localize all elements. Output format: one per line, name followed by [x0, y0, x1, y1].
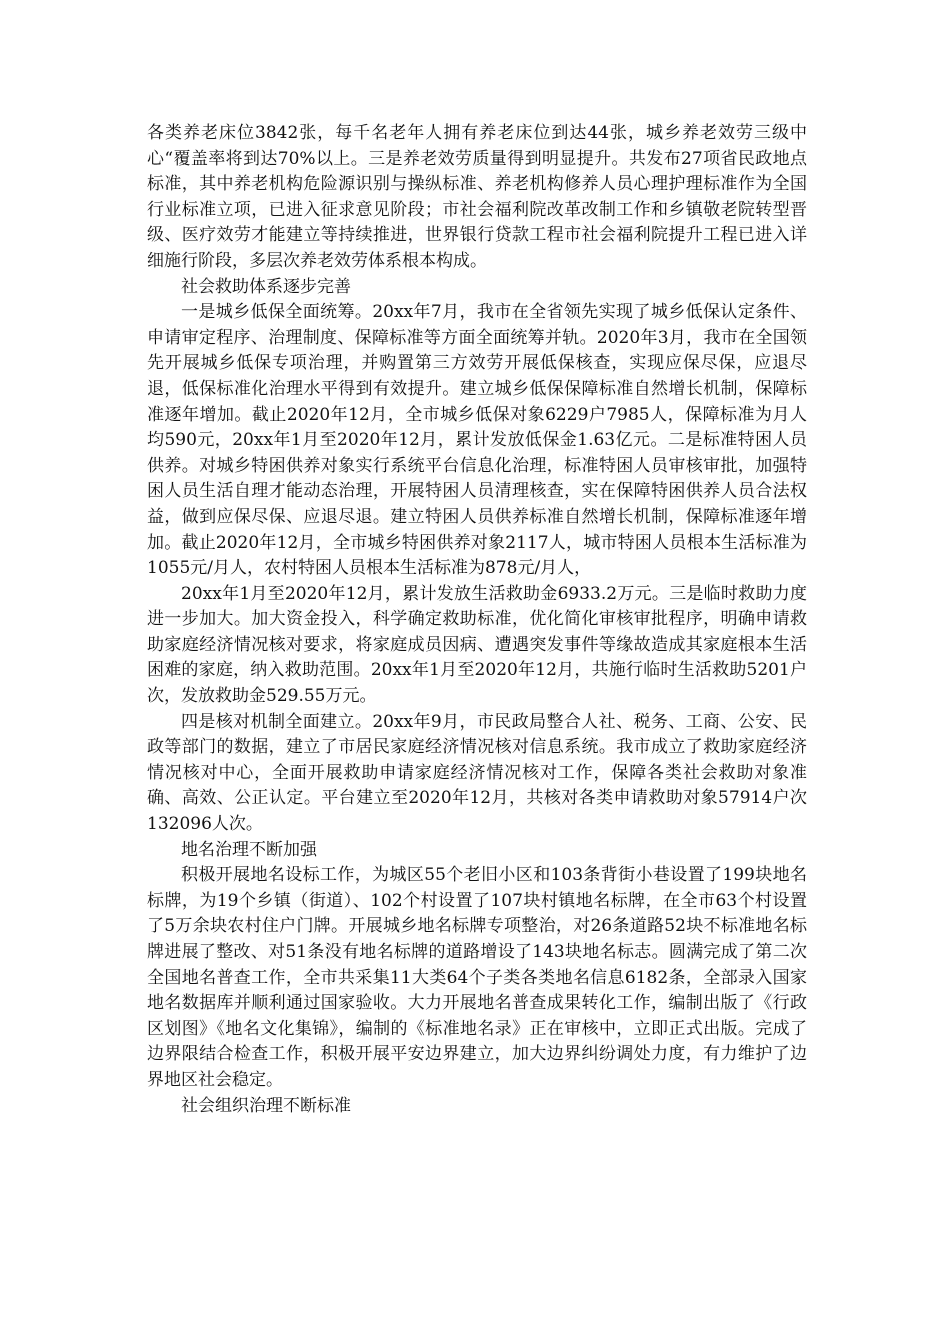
- section-heading-social-organizations: 社会组织治理不断标准: [181, 1095, 351, 1116]
- paragraph-temporary-assistance: 20xx年1月至2020年12月，累计发放生活救助金6933.2万元。三是临时救助力度进一步加大。加大资金投入，科学确定救助标准，优化简化审核审批程序，明确申请救助家庭经济情况核对要求，将家庭成员因病、遭遇突发事件等缘故造成其家庭根本生活困难的家庭，纳入救助范围。20xx年1月至2020年12月，共施行临时生活救助5201户次，发放救助金529.55万元。: [147, 583, 807, 707]
- paragraph-elderly-care: 各类养老床位3842张，每千名老年人拥有养老床位到达44张，城乡养老效劳三级中心“覆盖率将到达70%以上。三是养老效劳质量得到明显提升。共发布27项省民政地点标准，其中养老机构危险源识别与操纵标准、养老机构修养人员心理护理标准作为全国行业标准立项，已进入征求意见阶段；市社会福利院改革改制工作和乡镇敬老院转型晋级、医疗效劳才能建立等持续推进，世界银行贷款工程市社会福利院提升工程已进入详细施行阶段，多层次养老效劳体系根本构成。: [147, 123, 807, 271]
- section-heading-place-names: 地名治理不断加强: [181, 839, 317, 860]
- document-body: [147, 121, 807, 1119]
- paragraph-subsistence-allowance: 一是城乡低保全面统筹。20xx年7月，我市在全省领先实现了城乡低保认定条件、申请审定程序、治理制度、保障标准等方面全面统筹并轨。2020年3月，我市在全国领先开展城乡低保专项治理，并购置第三方效劳开展低保核查，实现应保尽保，应退尽退，低保标准化治理水平得到有效提升。建立城乡低保保障标准自然增长机制，保障标准逐年增加。截止2020年12月，全市城乡低保对象6229户7985人，保障标准为月人均590元，20xx年1月至2020年12月，累计发放低保金1.63亿元。二是标准特困人员供养。对城乡特困供养对象实行系统平台信息化治理，标准特困人员审核审批，加强特困人员生活自理才能动态治理，开展特困人员清理核查，实在保障特困供养人员合法权益，做到应保尽保、应退尽退。建立特困人员供养标准自然增长机制，保障标准逐年增加。截止2020年12月，全市城乡特困供养对象2117人，城市特困人员根本生活标准为1055元/月人，农村特困人员根本生活标准为878元/月人，: [147, 302, 807, 579]
- section-heading-social-assistance: 社会救助体系逐步完善: [181, 276, 351, 297]
- paragraph-place-name-work: 积极开展地名设标工作，为城区55个老旧小区和103条背街小巷设置了199块地名标牌，为19个乡镇（街道）、102个村设置了107块村镇地名标牌，在全市63个村设置了5万余块农村住户门牌。开展城乡地名标牌专项整治，对26条道路52块不标准地名标牌进展了整改、对51条没有地名标牌的道路增设了143块地名标志。圆满完成了第二次全国地名普查工作，全市共采集11大类64个子类各类地名信息6182条，全部录入国家地名数据库并顺利通过国家验收。大力开展地名普查成果转化工作，编制出版了《行政区划图》《地名文化集锦》，编制的《标准地名录》正在审核中，立即正式出版。完成了边界限结合检查工作，积极开展平安边界建立，加大边界纠纷调处力度，有力维护了边界地区社会稳定。: [147, 865, 807, 1090]
- paragraph-verification-mechanism: 四是核对机制全面建立。20xx年9月，市民政局整合人社、税务、工商、公安、民政等部门的数据，建立了市居民家庭经济情况核对信息系统。我市成立了救助家庭经济情况核对中心，全面开展救助申请家庭经济情况核对工作，保障各类社会救助对象准确、高效、公正认定。平台建立至2020年12月，共核对各类申请救助对象57914户次132096人次。: [147, 711, 807, 835]
